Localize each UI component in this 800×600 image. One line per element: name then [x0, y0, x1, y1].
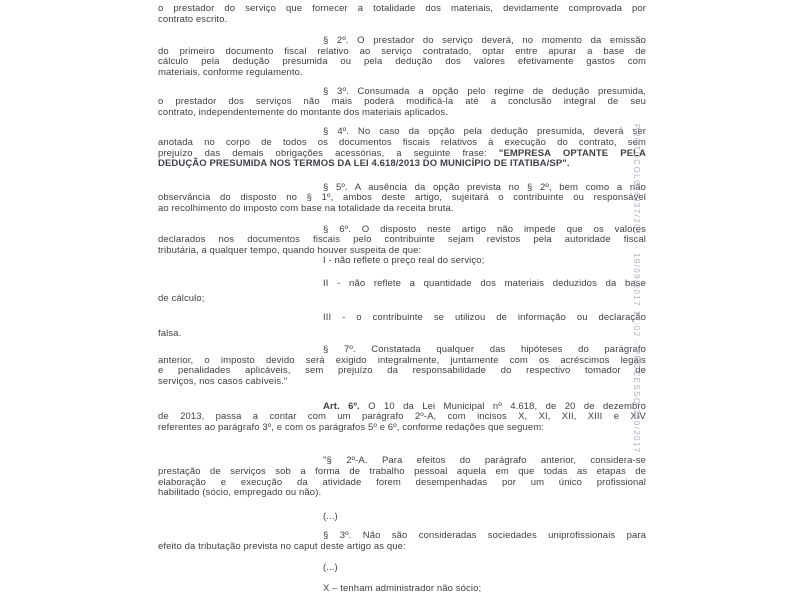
- paragraph-5: [158, 183, 646, 215]
- text-segment: § 5º. A ausência da opção prevista no § 2º, bem como a não: [323, 181, 646, 193]
- text-segment: I - não reflete o preço real do serviço;: [323, 255, 485, 267]
- text-segment: III - o contribuinte se utilizou de informação ou declaração: [323, 312, 646, 324]
- text-segment: prestação de serviços sob a forma de trabalho pessoal aquela em que todas as etapas de: [158, 466, 646, 477]
- paragraph-15: [158, 584, 646, 595]
- text-segment: o prestador dos serviços não mais poderá modificá-la até a conclusão integral de seu: [158, 96, 646, 108]
- paragraph-4: [158, 127, 646, 169]
- paragraph-8: [158, 313, 646, 339]
- text-segment: X – tenham administrador não sócio;: [323, 583, 482, 595]
- text-segment: observância do disposto no § 1º, ambos deste artigo, sujeitará o contribuinte ou responsável: [158, 192, 646, 204]
- text-segment: materiais, conforme regulamento.: [158, 66, 303, 78]
- text-segment: § 7º. Constatada qualquer das hipóteses do parágrafo: [323, 344, 646, 356]
- text-segment: falsa.: [158, 327, 182, 339]
- text-line: [158, 204, 646, 215]
- text-segment: contrato, independentemente do montante dos materiais aplicados.: [158, 106, 448, 118]
- text-segment: § 6º. O disposto neste artigo não impede que os valores: [323, 223, 646, 235]
- bold-text-segment: Art. 6º.: [323, 400, 360, 412]
- text-segment: O 10 da Lei Municipal nº 4.618, de 20 de dezembro: [359, 400, 646, 412]
- text-line: [158, 294, 646, 305]
- text-line: [158, 377, 646, 388]
- bold-text-segment: DEDUÇÃO PRESUMIDA NOS TERMOS DA LEI 4.618/2013 DO MUNICÍPIO DE ITATIBA/SP".: [158, 158, 570, 170]
- text-segment: § 2º. O prestador do serviço deverá, no momento da emissão: [323, 35, 646, 47]
- text-line: [158, 313, 646, 324]
- text-line: [158, 159, 646, 170]
- text-line: [158, 542, 646, 553]
- text-segment: anterior, o imposto devido será exigido integralmente, juntamente com os acréscimos legais: [158, 354, 646, 366]
- text-segment: declarados nos documentos fiscais pelo contribuinte sejam revistos pela autoridade fiscal: [158, 234, 646, 246]
- text-segment: tributária, a qualquer tempo, quando houver suspeita de que:: [158, 244, 422, 256]
- paragraph-7: [158, 279, 646, 305]
- text-segment: serviços, nos casos cabíveis.": [158, 376, 288, 388]
- text-line: [158, 279, 646, 290]
- text-segment: elaboração e execução da atividade forem desempenhadas por um único profissional: [158, 476, 646, 488]
- text-line: [158, 512, 646, 523]
- text-line: [158, 256, 646, 267]
- text-segment: e penalidades aplicáveis, sem prejuízo da responsabilidade do respectivo tomador de: [158, 365, 646, 377]
- bold-text-segment: "EMPRESA OPTANTE PELA: [498, 147, 646, 159]
- text-segment: § 3º. Consumada a opção pelo regime de dedução presumida,: [323, 85, 646, 97]
- text-segment: prejuízo das demais obrigações acessórias, a seguinte frase:: [158, 147, 499, 159]
- text-segment: § 3º. Não são consideradas sociedades uniprofissionais para: [323, 530, 646, 542]
- text-segment: o prestador do serviço que fornecer a totalidade dos materiais, devidamente comprovada por: [158, 3, 646, 14]
- text-segment: (...): [323, 561, 338, 573]
- text-line: [158, 108, 646, 119]
- paragraph-9: [158, 345, 646, 387]
- text-line: [158, 584, 646, 595]
- text-segment: anotada no corpo de todos os documentos fiscais relativos à execução do contrato, sem: [158, 136, 646, 148]
- text-line: [158, 423, 646, 434]
- paragraph-14: [158, 563, 646, 574]
- paragraph-11: [158, 456, 646, 498]
- paragraph-3: [158, 87, 646, 119]
- paragraph-2: [158, 36, 646, 78]
- text-segment: II - não reflete a quantidade dos materiais deduzidos da base: [323, 277, 646, 289]
- text-segment: ao recolhimento do imposto com base na totalidade da receita bruta.: [158, 202, 454, 214]
- text-segment: cálculo pela dedução presumida ou pela dedução dos valores efetivamente gastos com: [158, 56, 646, 68]
- text-segment: referentes ao parágrafo 3º, e com os parágrafos 5º e 6º, conforme redações que seguem:: [158, 421, 545, 433]
- paragraph-6: [158, 225, 646, 267]
- text-segment: de 2013, passa a contar com um parágrafo 2º-A, com incisos X, XI, XII, XIII e XIV: [158, 411, 646, 423]
- document-body: [158, 4, 646, 595]
- text-line: [158, 15, 646, 26]
- text-segment: do primeiro documento fiscal relativo ao serviço contratado, optar entre apurar a base de: [158, 45, 646, 57]
- text-segment: contrato escrito.: [158, 13, 228, 25]
- paragraph-1: [158, 4, 646, 25]
- paragraph-10: [158, 402, 646, 434]
- paragraph-13: [158, 531, 646, 552]
- text-line: [158, 4, 646, 15]
- text-line: [158, 488, 646, 499]
- text-segment: efeito da tributação prevista no caput deste artigo as que:: [158, 540, 406, 552]
- text-line: [158, 68, 646, 79]
- text-segment: "§ 2º-A. Para efeitos do parágrafo anterior, considera-se: [323, 455, 646, 467]
- protocol-stamp: PROTOCOLO 4037/2017 - 19/09/2017 17:02 - PROCESSO 380/2017: [632, 124, 641, 454]
- text-segment: de cálculo;: [158, 293, 205, 305]
- text-segment: § 4º. No caso da opção pela dedução presumida, deverá ser: [323, 126, 646, 138]
- text-segment: (...): [323, 510, 338, 522]
- text-line: [158, 563, 646, 574]
- text-segment: habilitado (sócio, empregado ou não).: [158, 487, 322, 499]
- paragraph-12: [158, 512, 646, 523]
- text-line: [158, 329, 646, 340]
